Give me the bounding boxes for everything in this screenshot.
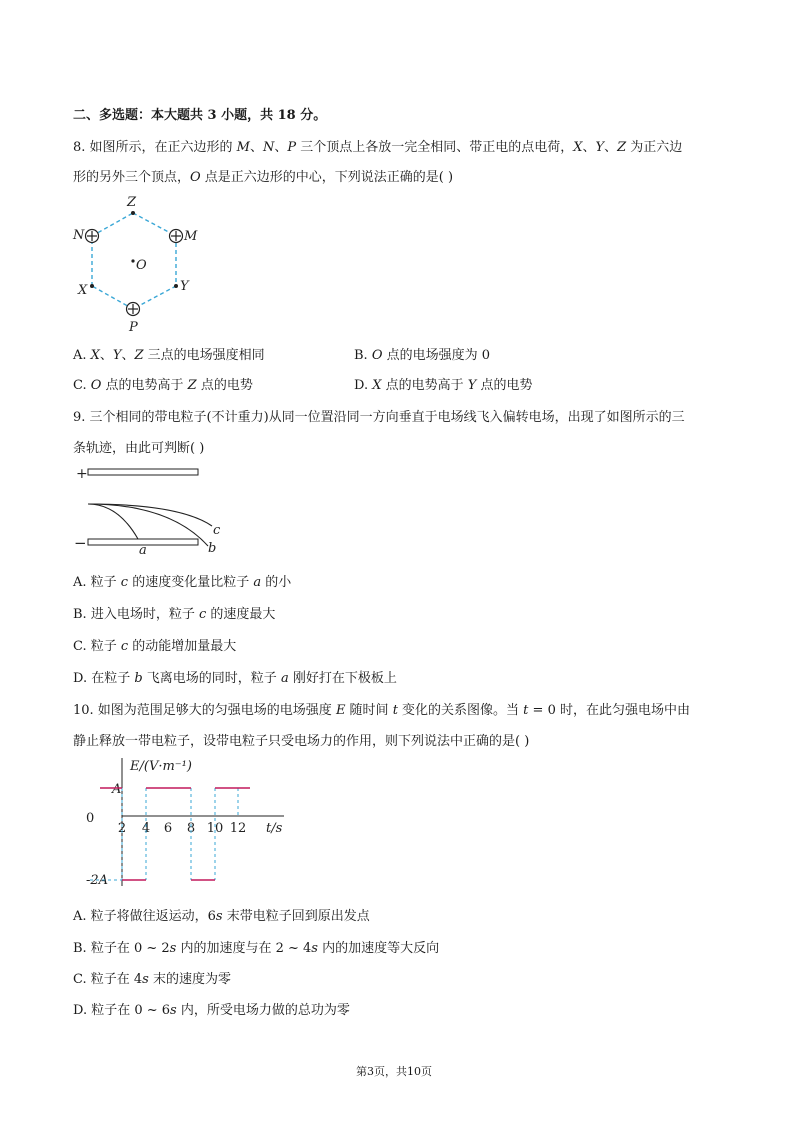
y-tick-a: A (112, 782, 122, 797)
label-m: M (184, 229, 198, 244)
q10-option-a: A. 粒子将做往返运动，6𝑠 末带电粒子回到原出发点 (73, 909, 370, 924)
label-p: P (129, 320, 138, 335)
x-axis-label: t/s (266, 821, 283, 836)
page-footer: 第3页，共10页 (356, 1065, 432, 1078)
label-a: a (139, 543, 147, 558)
x-tick-2: 2 (117, 821, 127, 836)
section-title: 二、多选题：本大题共 3 小题，共 18 分。 (73, 108, 327, 123)
vertex-x-dot (90, 284, 94, 288)
label-x: X (78, 283, 88, 298)
q9-option-c: C. 粒子 𝑐 的动能增加量最大 (73, 639, 237, 654)
q8-option-d: D. 𝑋 点的电势高于 𝑌 点的电势 (354, 378, 533, 393)
charge-m-icon (170, 230, 183, 243)
charge-p-icon (127, 303, 140, 316)
charge-n-icon (86, 230, 99, 243)
q8-option-b: B. 𝑂 点的电场强度为 0 (354, 348, 491, 363)
y-tick-neg2a: -2A (86, 873, 109, 888)
q8-stem-line1: 8. 如图所示，在正六边形的 𝑀、𝑁、𝑃 三个顶点上各放一完全相同、带正电的点电荷，𝑋、𝑌、𝑍 为正六边 (73, 140, 683, 155)
label-c: c (213, 523, 221, 538)
upper-plate (88, 469, 198, 475)
x-tick-8: 8 (186, 821, 196, 836)
x-tick-12: 12 (229, 821, 247, 836)
label-n: N (73, 228, 85, 243)
y-tick-0: 0 (86, 811, 95, 826)
q9-deflection-figure (70, 462, 230, 558)
vertex-y-dot (174, 284, 178, 288)
q8-option-c: C. 𝑂 点的电势高于 𝑍 点的电势 (73, 378, 253, 393)
lower-plate-minus: − (74, 534, 87, 552)
upper-plate-plus: + (76, 466, 88, 482)
q8-option-a: A. 𝑋、𝑌、𝑍 三点的电场强度相同 (73, 348, 265, 363)
vertex-z-dot (131, 211, 135, 215)
q9-stem-line1: 9. 三个相同的带电粒子(不计重力)从同一位置沿同一方向垂直于电场线飞入偏转电场，出现了如图所示的三 (73, 410, 685, 425)
x-tick-10: 10 (206, 821, 224, 836)
label-b: b (208, 541, 217, 556)
q10-field-graph (70, 752, 300, 892)
q8-stem-line2: 形的另外三个顶点，𝑂 点是正六边形的中心，下列说法正确的是( ) (73, 170, 454, 185)
label-z: Z (127, 195, 137, 210)
label-y: Y (180, 279, 189, 294)
q10-option-b: B. 粒子在 0 ~ 2𝑠 内的加速度与在 2 ~ 4𝑠 内的加速度等大反向 (73, 941, 440, 956)
q10-option-c: C. 粒子在 4𝑠 末的速度为零 (73, 972, 231, 987)
q8-hexagon-figure (70, 190, 210, 335)
q10-stem-line1: 10. 如图为范围足够大的匀强电场的电场强度 𝐸 随时间 𝑡 变化的关系图像。当 𝑡 = 0 时，在此匀强电场中由 (73, 703, 690, 718)
x-tick-4: 4 (141, 821, 151, 836)
q10-stem-line2: 静止释放一带电粒子，设带电粒子只受电场力的作用，则下列说法中正确的是( ) (73, 734, 530, 749)
q9-option-d: D. 在粒子 𝑏 飞离电场的同时，粒子 𝑎 刚好打在下极板上 (73, 671, 397, 686)
center-o-dot (131, 259, 134, 262)
q9-option-b: B. 进入电场时，粒子 𝑐 的速度最大 (73, 607, 276, 622)
q10-option-d: D. 粒子在 0 ~ 6𝑠 内，所受电场力做的总功为零 (73, 1003, 350, 1018)
trajectory-a (88, 504, 138, 539)
label-o: O (136, 258, 147, 273)
y-axis-label: E/(V·m⁻¹) (130, 759, 192, 774)
q9-option-a: A. 粒子 𝑐 的速度变化量比粒子 𝑎 的小 (73, 575, 292, 590)
q9-stem-line2: 条轨迹，由此可判断( ) (73, 441, 205, 456)
x-tick-6: 6 (163, 821, 173, 836)
